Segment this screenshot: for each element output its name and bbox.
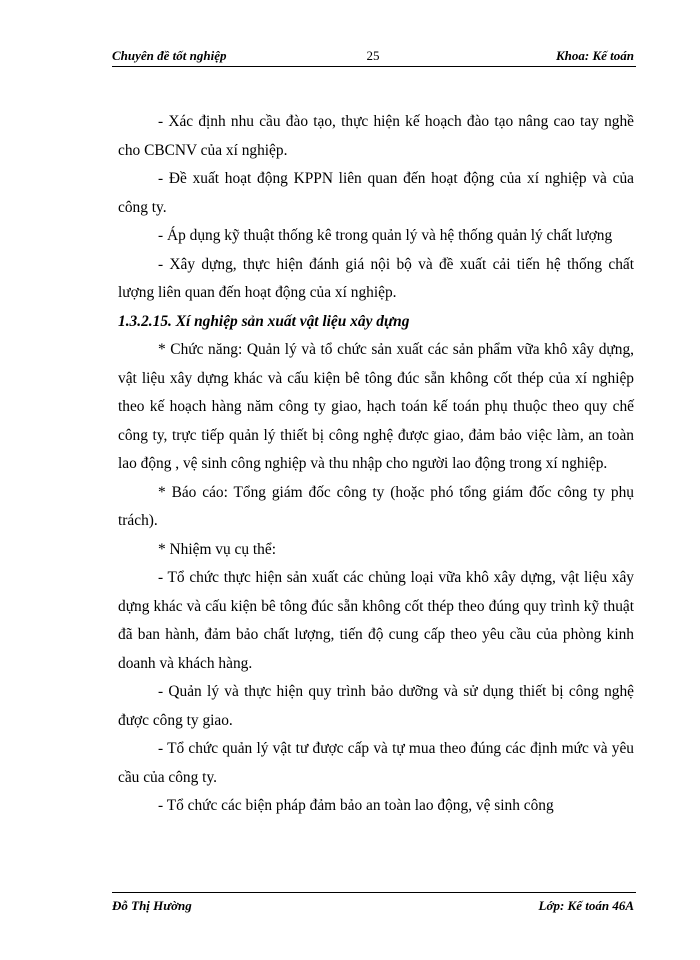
paragraph: - Tổ chức các biện pháp đảm bảo an toàn lao động, vệ sinh công [158,797,554,814]
header-rule [112,66,636,67]
page-footer [112,898,634,914]
page-number: 25 [366,48,380,63]
footer-rule [112,892,636,893]
header-department: Khoa: Kế toán [555,48,634,63]
paragraph: * Nhiệm vụ cụ thể: [158,540,276,558]
page-header [112,48,634,64]
paragraph: - Áp dụng kỹ thuật thống kê trong quản lý và hệ thống quản lý chất lượng [158,227,613,244]
document-body [118,108,634,821]
header-title: Chuyên đề tốt nghiệp [112,48,227,63]
paragraph: * Chức năng: Quản lý và tổ chức sản xuất các sản phẩm vữa khô xây dựng, vật liệu xây dựng khác và cấu kiện bê tông đúc sẵn không cốt thép của xí nghiệp theo kế hoạch hàng năm công ty giao, hạch toán kế toán phụ thuộc theo quy chế công ty, trực tiếp quản lý thiết bị công nghệ được giao, đảm bảo việc làm, an toàn lao động , vệ sinh công nghiệp và thu nhập cho người lao động trong xí nghiệp. [118,341,634,472]
footer-author: Đỗ Thị Hường [112,898,192,913]
paragraph: - Xác định nhu cầu đào tạo, thực hiện kế hoạch đào tạo nâng cao tay nghề cho CBCNV của xí nghiệp. [118,113,634,159]
paragraph: - Tổ chức quản lý vật tư được cấp và tự mua theo đúng các định mức và yêu cầu của công ty. [118,740,634,786]
footer-class: Lớp: Kế toán 46A [538,898,634,913]
paragraph: - Quản lý và thực hiện quy trình bảo dưỡng và sử dụng thiết bị công nghệ được công ty giao. [118,683,634,729]
paragraph: - Xây dựng, thực hiện đánh giá nội bộ và đề xuất cải tiến hệ thống chất lượng liên quan đến hoạt động của xí nghiệp. [118,255,634,301]
paragraph: - Đề xuất hoạt động KPPN liên quan đến hoạt động của xí nghiệp và của công ty. [118,170,634,216]
paragraph: * Báo cáo: Tổng giám đốc công ty (hoặc phó tổng giám đốc công ty phụ trách). [118,483,634,529]
section-heading: 1.3.2.15. Xí nghiệp sản xuất vật liệu xây dựng [118,312,410,330]
paragraph: - Tổ chức thực hiện sản xuất các chủng loại vữa khô xây dựng, vật liệu xây dựng khác và cấu kiện bê tông đúc sẵn không cốt thép theo đúng quy trình kỹ thuật đã ban hành, đảm bảo chất lượng, tiến độ cung cấp theo yêu cầu của phòng kinh doanh và khách hàng. [118,569,634,672]
